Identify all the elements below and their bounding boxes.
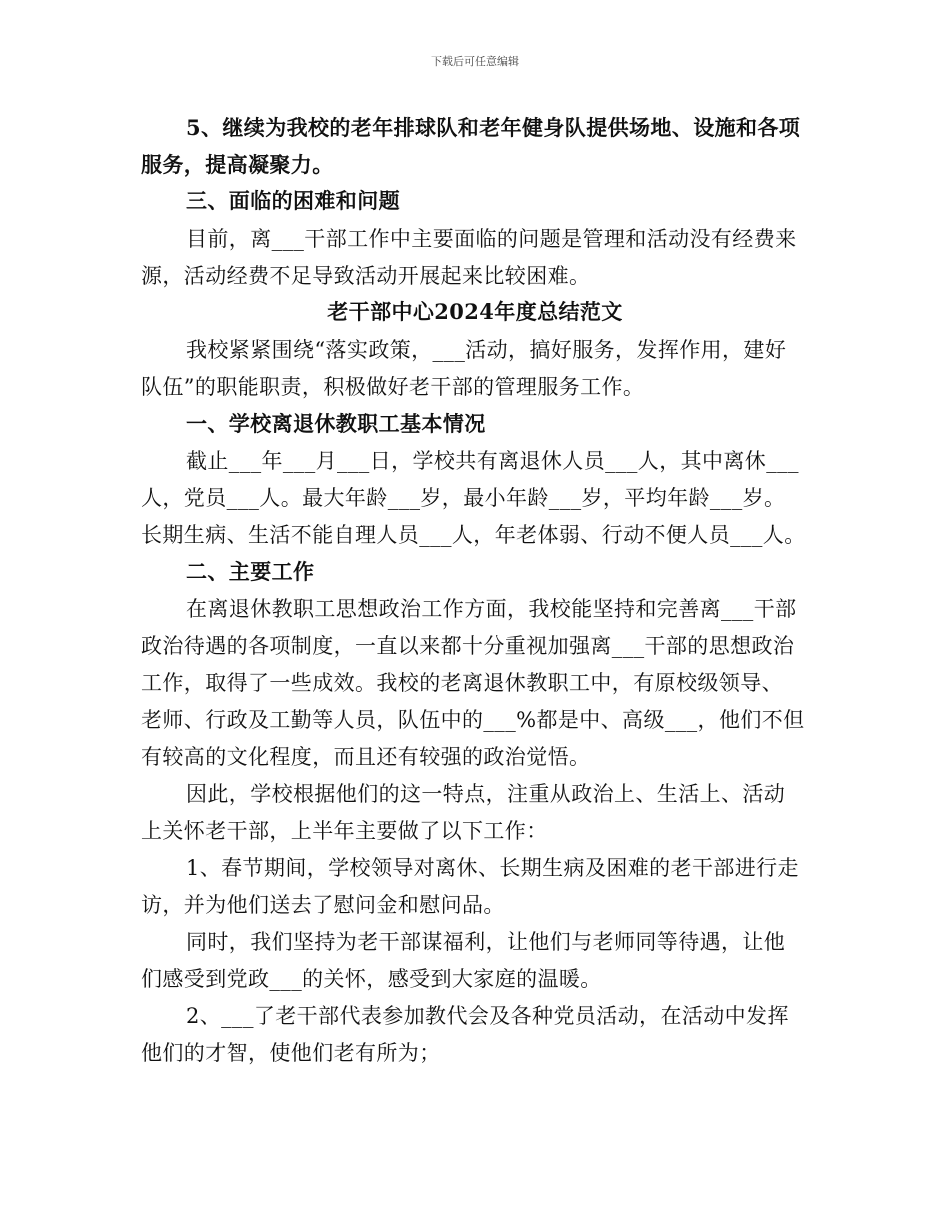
section-heading: 二、主要工作 [186,559,315,584]
text-line: 5、继续为我校的老年排球队和老年健身队提供场地、设施和各项 [186,115,801,140]
text-line: 1、春节期间，学校领导对离休、长期生病及困难的老干部进行走 [186,856,799,880]
text-line: 服务，提高凝聚力。 [141,152,334,177]
text-line: 有较高的文化程度，而且还有较强的政治觉悟。 [141,745,591,769]
text-line: 老师、行政及工勤等人员，队伍中的___%都是中、高级___，他们不但 [141,708,805,732]
page-header-note: 下载后可任意编辑 [431,55,519,68]
text-line: 我校紧紧围绕“落实政策，___活动，搞好服务，发挥作用，建好 [186,338,787,362]
text-line: 队伍”的职能职责，积极做好老干部的管理服务工作。 [141,375,645,399]
document-title: 老干部中心2024年度总结范文 [327,299,623,324]
text-line: 长期生病、生活不能自理人员___人，年老体弱、行动不便人员___人。 [141,523,806,547]
text-line: 上关怀老干部，上半年主要做了以下工作： [141,819,548,843]
text-line: 访，并为他们送去了慰问金和慰问品。 [141,893,505,917]
text-line: 他们的才智，使他们老有所为； [141,1041,441,1065]
text-line: 人，党员___人。最大年龄___岁，最小年龄___岁，平均年龄___岁。 [141,486,786,510]
section-heading: 一、学校离退休教职工基本情况 [186,411,486,436]
section-heading: 三、面临的困难和问题 [186,188,400,213]
text-line: 因此，学校根据他们的这一特点，注重从政治上、生活上、活动 [186,782,786,806]
text-line: 源，活动经费不足导致活动开展起来比较困难。 [141,264,591,288]
text-line: 政治待遇的各项制度，一直以来都十分重视加强离___干部的思想政治 [141,634,795,658]
text-line: 目前，离___干部工作中主要面临的问题是管理和活动没有经费来 [186,227,797,251]
text-line: 在离退休教职工思想政治工作方面，我校能坚持和完善离___干部 [186,597,797,621]
text-line: 工作，取得了一些成效。我校的老离退休教职工中，有原校级领导、 [141,671,783,695]
text-line: 同时，我们坚持为老干部谋福利，让他们与老师同等待遇，让他 [186,930,786,954]
text-line: 2、___了老干部代表参加教代会及各种党员活动，在活动中发挥 [186,1004,789,1028]
text-line: 截止___年___月___日，学校共有离退休人员___人，其中离休___ [186,449,799,473]
text-line: 们感受到党政___的关怀，感受到大家庭的温暖。 [141,967,602,991]
